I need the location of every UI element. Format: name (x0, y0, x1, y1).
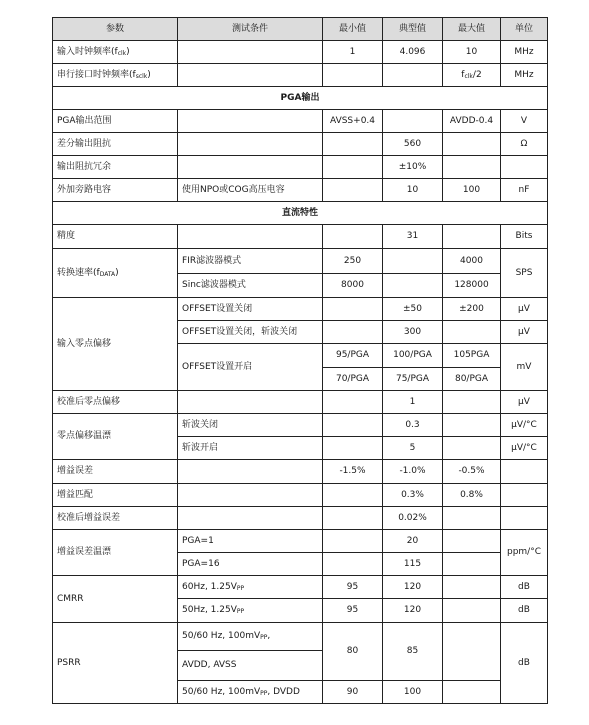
unit-cell (501, 156, 548, 179)
typ-cell: 5 (383, 437, 443, 460)
typ-cell: 0.02% (383, 507, 443, 530)
param-cell: 转换速率$(f_{DATA})$ (53, 249, 178, 298)
table-row (53, 460, 548, 484)
typ-cell: 75/PGA (383, 368, 443, 391)
table-row (53, 576, 548, 599)
max-cell: 80/PGA (443, 368, 501, 391)
cond-cell: 斩波开启 (178, 437, 323, 460)
section-title-dc: 直流特性 (53, 202, 548, 225)
min-cell: 95/PGA (323, 344, 383, 368)
typ-cell: 0.3 (383, 414, 443, 437)
unit-cell: μV/°C (501, 414, 548, 437)
max-cell: 128000 (443, 274, 501, 298)
header-typ: 典型值 (383, 18, 443, 41)
cond-cell (178, 460, 323, 484)
header-unit: 单位 (501, 18, 548, 41)
unit-cell: Ω (501, 133, 548, 156)
max-cell: 100 (443, 179, 501, 202)
param-cell: 外加旁路电容 (53, 179, 178, 202)
section-title-pga: PGA输出 (53, 87, 548, 110)
header-param: 参数 (53, 18, 178, 41)
cond-cell: AVDD, AVSS (178, 651, 323, 681)
param-cell: 输入零点偏移 (53, 298, 178, 391)
typ-cell (383, 274, 443, 298)
param-cell: 输出阻抗冗余 (53, 156, 178, 179)
typ-cell: 4.096 (383, 41, 443, 64)
spec-table (52, 17, 548, 704)
min-cell (323, 225, 383, 249)
table-row (53, 41, 548, 64)
cond-cell (178, 484, 323, 507)
max-cell (443, 414, 501, 437)
min-cell (323, 64, 383, 87)
cond-cell: Sinc滤波器模式 (178, 274, 323, 298)
max-cell (443, 225, 501, 249)
typ-cell (383, 249, 443, 274)
min-cell (323, 484, 383, 507)
cond-cell: 50/60 Hz, $100mV_{PP}$, DVDD (178, 681, 323, 704)
table-row (53, 156, 548, 179)
cond-cell (178, 507, 323, 530)
max-cell (443, 553, 501, 576)
max-cell: 4000 (443, 249, 501, 274)
max-cell (443, 156, 501, 179)
max-cell (443, 530, 501, 553)
param-cell: CMRR (53, 576, 178, 623)
min-cell (323, 507, 383, 530)
cond-cell: FIR滤波器模式 (178, 249, 323, 274)
param-cell: 增益匹配 (53, 484, 178, 507)
typ-cell: 120 (383, 576, 443, 599)
min-cell: 95 (323, 576, 383, 599)
table-row (53, 484, 548, 507)
param-cell: PSRR (53, 623, 178, 704)
typ-cell: ±10% (383, 156, 443, 179)
max-cell: 0.8% (443, 484, 501, 507)
typ-cell: 31 (383, 225, 443, 249)
param-cell: 串行接口时钟频率$(f_{sclk})$ (53, 64, 178, 87)
max-cell (443, 681, 501, 704)
typ-cell: 85 (383, 623, 443, 681)
unit-cell: μV/°C (501, 437, 548, 460)
min-cell (323, 553, 383, 576)
unit-cell: nF (501, 179, 548, 202)
section-row (53, 202, 548, 225)
unit-cell: μV (501, 298, 548, 321)
max-cell (443, 133, 501, 156)
cond-cell (178, 133, 323, 156)
unit-cell: mV (501, 344, 548, 391)
table-row (53, 225, 548, 249)
min-cell: -1.5% (323, 460, 383, 484)
unit-cell: μV (501, 321, 548, 344)
min-cell: 95 (323, 599, 383, 623)
typ-cell: 100/PGA (383, 344, 443, 368)
table-row (53, 249, 548, 274)
header-condition: 测试条件 (178, 18, 323, 41)
max-cell: 10 (443, 41, 501, 64)
cond-cell (178, 391, 323, 414)
unit-cell: SPS (501, 249, 548, 298)
typ-cell (383, 64, 443, 87)
cond-cell (178, 156, 323, 179)
param-cell: 精度 (53, 225, 178, 249)
min-cell: AVSS+0.4 (323, 110, 383, 133)
table-row (53, 391, 548, 414)
typ-cell: 0.3% (383, 484, 443, 507)
cond-cell: OFFSET设置关闭，斩波关闭 (178, 321, 323, 344)
typ-cell (383, 110, 443, 133)
max-cell (443, 437, 501, 460)
header-min: 最小值 (323, 18, 383, 41)
cond-cell: 斩波关闭 (178, 414, 323, 437)
max-cell: AVDD-0.4 (443, 110, 501, 133)
param-cell: 校准后增益误差 (53, 507, 178, 530)
unit-cell (501, 484, 548, 507)
param-cell: 增益误差温漂 (53, 530, 178, 576)
cond-cell (178, 110, 323, 133)
unit-cell: dB (501, 623, 548, 704)
min-cell: 90 (323, 681, 383, 704)
unit-cell (501, 507, 548, 530)
unit-cell: Bits (501, 225, 548, 249)
unit-cell (501, 460, 548, 484)
min-cell: 1 (323, 41, 383, 64)
header-row (53, 18, 548, 41)
typ-cell: 1 (383, 391, 443, 414)
table-row (53, 507, 548, 530)
table-row (53, 414, 548, 437)
max-cell (443, 599, 501, 623)
cond-cell: PGA=16 (178, 553, 323, 576)
typ-cell: 115 (383, 553, 443, 576)
typ-cell: -1.0% (383, 460, 443, 484)
param-cell: 校准后零点偏移 (53, 391, 178, 414)
param-cell: PGA输出范围 (53, 110, 178, 133)
param-cell: 零点偏移温漂 (53, 414, 178, 460)
cond-cell: 60Hz, $1.25V_{PP}$ (178, 576, 323, 599)
table-row (53, 64, 548, 87)
max-cell (443, 391, 501, 414)
min-cell (323, 437, 383, 460)
min-cell: 8000 (323, 274, 383, 298)
cond-cell: 50Hz, $1.25V_{PP}$ (178, 599, 323, 623)
min-cell (323, 133, 383, 156)
unit-cell: ppm/°C (501, 530, 548, 576)
max-cell: 105PGA (443, 344, 501, 368)
min-cell (323, 298, 383, 321)
min-cell (323, 156, 383, 179)
min-cell: 80 (323, 623, 383, 681)
unit-cell: MHz (501, 41, 548, 64)
cond-cell: OFFSET设置关闭 (178, 298, 323, 321)
section-row (53, 87, 548, 110)
typ-cell: 10 (383, 179, 443, 202)
min-cell (323, 414, 383, 437)
typ-cell: ±50 (383, 298, 443, 321)
cond-cell: OFFSET设置开启 (178, 344, 323, 391)
param-cell: 差分输出阻抗 (53, 133, 178, 156)
typ-cell: 300 (383, 321, 443, 344)
table-row (53, 133, 548, 156)
max-cell (443, 507, 501, 530)
table-row (53, 623, 548, 651)
unit-cell: μV (501, 391, 548, 414)
param-cell: 增益误差 (53, 460, 178, 484)
table-row (53, 298, 548, 321)
min-cell: 250 (323, 249, 383, 274)
typ-cell: 20 (383, 530, 443, 553)
cond-cell: PGA=1 (178, 530, 323, 553)
cond-cell (178, 41, 323, 64)
cond-cell: 50/60 Hz, $100mV_{PP}$, (178, 623, 323, 651)
typ-cell: 100 (383, 681, 443, 704)
header-max: 最大值 (443, 18, 501, 41)
typ-cell: 120 (383, 599, 443, 623)
cond-cell (178, 64, 323, 87)
typ-cell: 560 (383, 133, 443, 156)
cond-cell: 使用NPO或COG高压电容 (178, 179, 323, 202)
max-cell (443, 576, 501, 599)
max-cell: -0.5% (443, 460, 501, 484)
min-cell (323, 179, 383, 202)
unit-cell: dB (501, 576, 548, 599)
table-row (53, 179, 548, 202)
unit-cell: V (501, 110, 548, 133)
table-row (53, 530, 548, 553)
param-cell: 输入时钟频率$(f_{clk})$ (53, 41, 178, 64)
min-cell (323, 321, 383, 344)
table-row (53, 110, 548, 133)
min-cell: 70/PGA (323, 368, 383, 391)
max-cell: ±200 (443, 298, 501, 321)
max-cell: $f_{clk}/2$ (443, 64, 501, 87)
min-cell (323, 530, 383, 553)
min-cell (323, 391, 383, 414)
max-cell (443, 321, 501, 344)
unit-cell: dB (501, 599, 548, 623)
max-cell (443, 623, 501, 681)
cond-cell (178, 225, 323, 249)
unit-cell: MHz (501, 64, 548, 87)
